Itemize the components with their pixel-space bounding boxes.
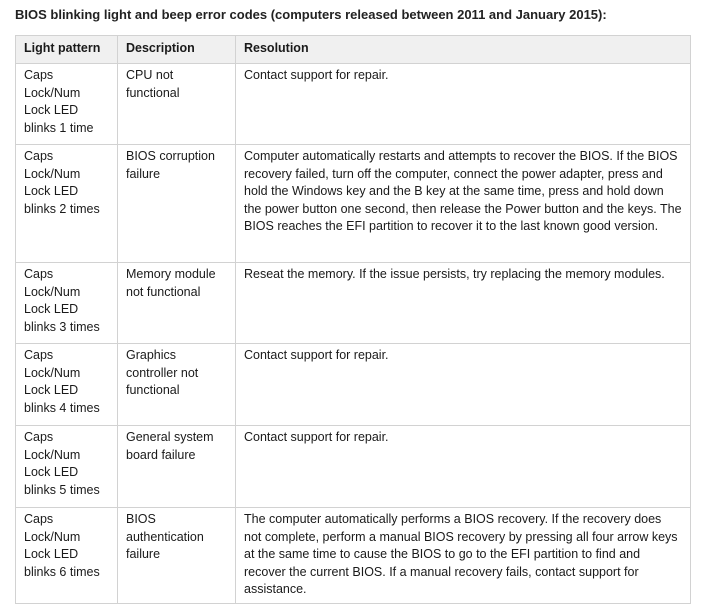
resolution-cell: Contact support for repair. <box>236 426 691 508</box>
description-cell: General system board failure <box>118 426 236 508</box>
table-row <box>16 263 691 344</box>
column-header-description: Description <box>118 36 236 64</box>
description-cell: BIOS authentication failure <box>118 508 236 604</box>
description-cell: CPU not functional <box>118 64 236 145</box>
light-pattern-cell: Caps Lock/Num Lock LED blinks 5 times <box>16 426 118 508</box>
table-header-row <box>16 36 691 64</box>
light-pattern-cell: Caps Lock/Num Lock LED blinks 1 time <box>16 64 118 145</box>
description-cell: Graphics controller not functional <box>118 344 236 426</box>
light-pattern-cell: Caps Lock/Num Lock LED blinks 3 times <box>16 263 118 344</box>
resolution-cell: Computer automatically restarts and attempts to recover the BIOS. If the BIOS recovery failed, turn off the computer, connect the power adapter, press and hold the Windows key and the B key at the same time, press and hold down the power button one second, then release the Power button and the keys. The BIOS reaches the EFI partition to recover it to the last known good version. <box>236 145 691 263</box>
page-title: BIOS blinking light and beep error codes (computers released between 2011 and January 2015): <box>15 7 607 22</box>
table-row <box>16 508 691 604</box>
light-pattern-cell: Caps Lock/Num Lock LED blinks 4 times <box>16 344 118 426</box>
error-codes-table <box>15 35 691 604</box>
table-row <box>16 426 691 508</box>
resolution-cell: The computer automatically performs a BIOS recovery. If the recovery does not complete, perform a manual BIOS recovery by pressing all four arrow keys at the same time to cause the BIOS to go to the EFI partition to find and recover the current BIOS. If a manual recovery fails, contact support for assistance. <box>236 508 691 604</box>
resolution-cell: Contact support for repair. <box>236 64 691 145</box>
table-row <box>16 344 691 426</box>
light-pattern-cell: Caps Lock/Num Lock LED blinks 6 times <box>16 508 118 604</box>
resolution-cell: Reseat the memory. If the issue persists, try replacing the memory modules. <box>236 263 691 344</box>
description-cell: Memory module not functional <box>118 263 236 344</box>
column-header-resolution: Resolution <box>236 36 691 64</box>
resolution-cell: Contact support for repair. <box>236 344 691 426</box>
column-header-light-pattern: Light pattern <box>16 36 118 64</box>
light-pattern-cell: Caps Lock/Num Lock LED blinks 2 times <box>16 145 118 263</box>
table-row <box>16 145 691 263</box>
table-row <box>16 64 691 145</box>
description-cell: BIOS corruption failure <box>118 145 236 263</box>
